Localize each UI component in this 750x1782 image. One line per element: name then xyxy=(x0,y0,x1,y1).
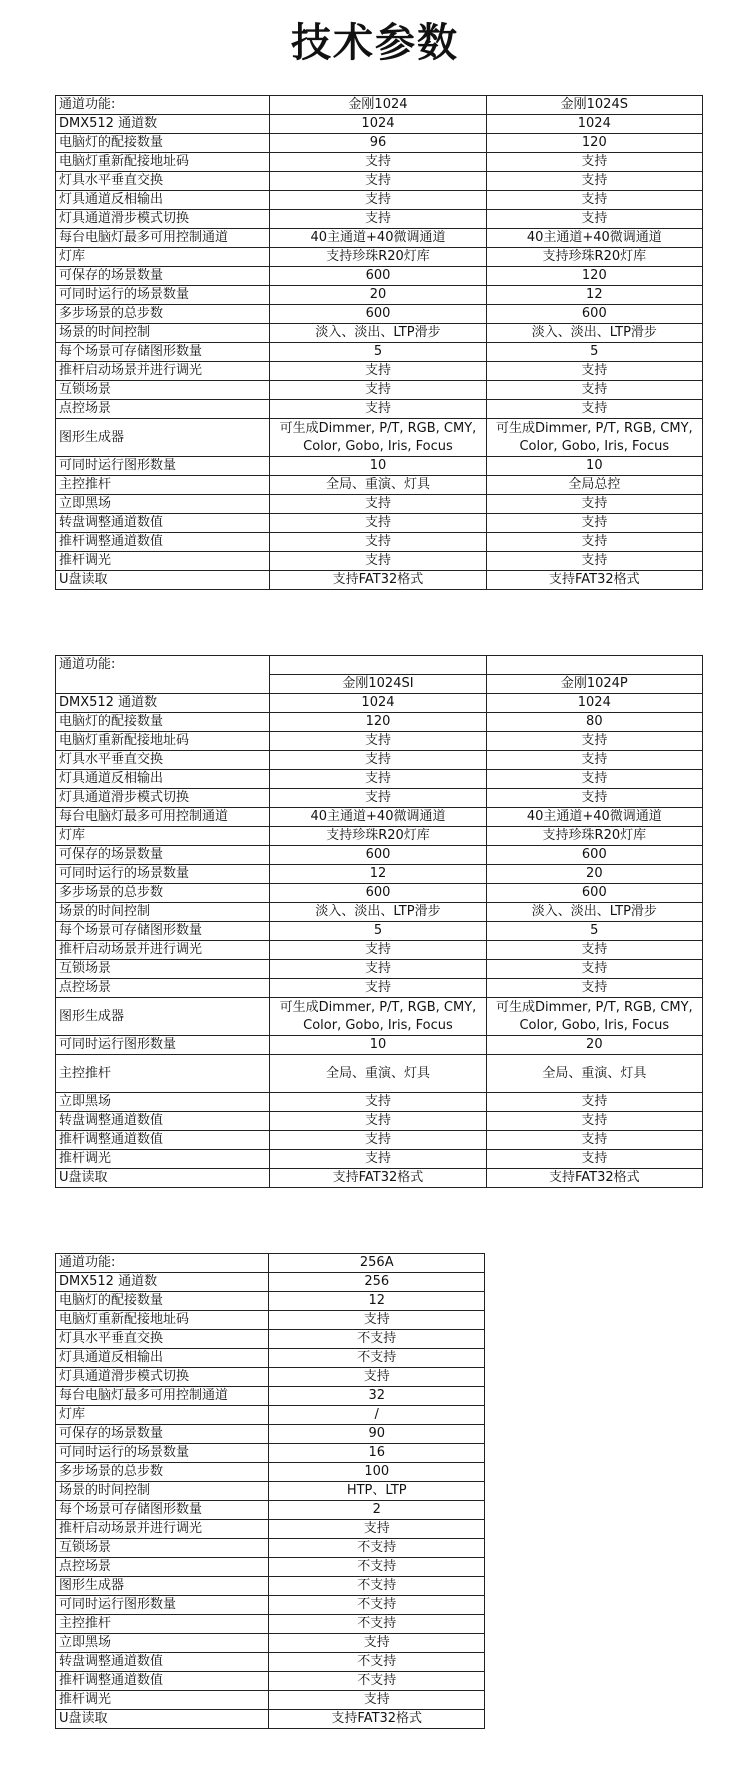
table-row xyxy=(56,324,703,343)
table-row xyxy=(56,1444,485,1463)
table-row xyxy=(56,1406,485,1425)
param-name-cell: 多步场景的总步数 xyxy=(56,884,270,903)
table-row xyxy=(56,713,703,732)
param-name-cell: 每个场景可存储图形数量 xyxy=(56,922,270,941)
param-value-cell: 淡入、淡出、LTP滑步 xyxy=(270,324,486,343)
param-name-cell: 场景的时间控制 xyxy=(56,324,270,343)
param-value-cell: 96 xyxy=(270,134,486,153)
table-row xyxy=(56,1036,703,1055)
param-name-cell: 灯具通道反相输出 xyxy=(56,770,270,789)
param-name-cell: 主控推杆 xyxy=(56,1055,270,1093)
param-value-cell: 2 xyxy=(269,1501,485,1520)
param-value-cell: 支持 xyxy=(486,153,702,172)
param-name-cell: U盘读取 xyxy=(56,571,270,590)
param-name-cell: 可保存的场景数量 xyxy=(56,846,270,865)
table-row xyxy=(56,400,703,419)
param-value-cell: 支持 xyxy=(486,191,702,210)
param-name-cell: 每台电脑灯最多可用控制通道 xyxy=(56,808,270,827)
param-value-cell: 40主通道+40微调通道 xyxy=(270,229,486,248)
param-name-cell: 可同时运行的场景数量 xyxy=(56,865,270,884)
table-row xyxy=(56,865,703,884)
table-header-row xyxy=(56,656,703,675)
param-name-cell: 转盘调整通道数值 xyxy=(56,514,270,533)
param-name-cell: 多步场景的总步数 xyxy=(56,305,270,324)
table-row xyxy=(56,1150,703,1169)
param-value-cell: 5 xyxy=(270,343,486,362)
param-name-cell: 点控场景 xyxy=(56,1558,269,1577)
table-header-row xyxy=(56,675,703,694)
param-value-cell: 淡入、淡出、LTP滑步 xyxy=(270,903,486,922)
empty-cell xyxy=(270,656,486,675)
table-row xyxy=(56,476,703,495)
param-value-cell: 120 xyxy=(270,713,486,732)
param-value-cell: 支持 xyxy=(270,362,486,381)
param-name-cell: 可同时运行的场景数量 xyxy=(56,286,270,305)
param-name-cell: 推杆启动场景并进行调光 xyxy=(56,362,270,381)
table-row xyxy=(56,1710,485,1729)
param-value-cell: 12 xyxy=(486,286,702,305)
table-row xyxy=(56,751,703,770)
param-value-cell: 可生成Dimmer, P/T, RGB, CMY, Color, Gobo, Iris, Focus xyxy=(270,998,486,1036)
param-value-cell: 支持 xyxy=(269,1691,485,1710)
model-name-cell: 金刚1024 xyxy=(270,96,486,115)
param-value-cell: 不支持 xyxy=(269,1596,485,1615)
model-name-cell: 金刚1024S xyxy=(486,96,702,115)
param-value-cell: 支持 xyxy=(270,960,486,979)
param-value-cell: 支持 xyxy=(270,210,486,229)
param-name-cell: 电脑灯的配接数量 xyxy=(56,1292,269,1311)
table-row xyxy=(56,827,703,846)
table-row xyxy=(56,694,703,713)
param-name-cell: 互锁场景 xyxy=(56,960,270,979)
param-name-cell: 可保存的场景数量 xyxy=(56,1425,269,1444)
table-row xyxy=(56,552,703,571)
param-name-cell: 电脑灯的配接数量 xyxy=(56,713,270,732)
param-value-cell: 12 xyxy=(270,865,486,884)
table-row xyxy=(56,1169,703,1188)
param-value-cell: 支持珍珠R20灯库 xyxy=(270,248,486,267)
param-value-cell: 全局总控 xyxy=(486,476,702,495)
param-value-cell: 16 xyxy=(269,1444,485,1463)
param-value-cell: 80 xyxy=(486,713,702,732)
param-value-cell: 不支持 xyxy=(269,1577,485,1596)
param-value-cell: 支持 xyxy=(270,941,486,960)
spec-table-body xyxy=(56,1254,485,1729)
param-name-cell: DMX512 通道数 xyxy=(56,115,270,134)
param-value-cell: 支持 xyxy=(270,732,486,751)
empty-cell xyxy=(56,675,270,694)
param-name-cell: 互锁场景 xyxy=(56,381,270,400)
param-name-cell: 可同时运行图形数量 xyxy=(56,1036,270,1055)
param-value-cell: 支持 xyxy=(270,153,486,172)
param-name-cell: 转盘调整通道数值 xyxy=(56,1112,270,1131)
param-value-cell: 不支持 xyxy=(269,1672,485,1691)
param-name-cell: 可保存的场景数量 xyxy=(56,267,270,286)
table-row xyxy=(56,381,703,400)
param-value-cell: 支持 xyxy=(486,210,702,229)
param-value-cell: 不支持 xyxy=(269,1653,485,1672)
param-value-cell: 支持 xyxy=(270,514,486,533)
table-row xyxy=(56,495,703,514)
table-row xyxy=(56,922,703,941)
param-name-cell: 立即黑场 xyxy=(56,495,270,514)
table-row xyxy=(56,770,703,789)
param-value-cell: 支持 xyxy=(270,172,486,191)
param-value-cell: 不支持 xyxy=(269,1539,485,1558)
param-value-cell: 支持珍珠R20灯库 xyxy=(486,827,702,846)
param-value-cell: 支持 xyxy=(270,191,486,210)
param-value-cell: 1024 xyxy=(486,694,702,713)
param-value-cell: 支持 xyxy=(270,979,486,998)
header-label-cell: 通道功能: xyxy=(56,96,270,115)
param-name-cell: 灯库 xyxy=(56,827,270,846)
param-value-cell: 40主通道+40微调通道 xyxy=(486,808,702,827)
param-name-cell: 电脑灯的配接数量 xyxy=(56,134,270,153)
param-value-cell: 支持 xyxy=(486,514,702,533)
table-row xyxy=(56,789,703,808)
table-row xyxy=(56,115,703,134)
param-name-cell: 每个场景可存储图形数量 xyxy=(56,343,270,362)
table-row xyxy=(56,533,703,552)
param-name-cell: 推杆调光 xyxy=(56,552,270,571)
spec-table-1 xyxy=(55,95,703,590)
table-row xyxy=(56,1425,485,1444)
param-name-cell: 点控场景 xyxy=(56,400,270,419)
table-row xyxy=(56,1577,485,1596)
param-value-cell: 支持 xyxy=(486,770,702,789)
param-value-cell: 支持 xyxy=(269,1311,485,1330)
param-name-cell: 可同时运行的场景数量 xyxy=(56,1444,269,1463)
param-value-cell: 支持FAT32格式 xyxy=(270,571,486,590)
param-value-cell: 10 xyxy=(270,457,486,476)
param-value-cell: 10 xyxy=(270,1036,486,1055)
header-label-cell: 通道功能: xyxy=(56,1254,269,1273)
param-value-cell: 支持 xyxy=(486,172,702,191)
table-row xyxy=(56,1672,485,1691)
table-row xyxy=(56,1463,485,1482)
param-name-cell: 立即黑场 xyxy=(56,1093,270,1112)
param-value-cell: 120 xyxy=(486,134,702,153)
param-value-cell: 256 xyxy=(269,1273,485,1292)
param-name-cell: 灯具水平垂直交换 xyxy=(56,751,270,770)
table-row xyxy=(56,343,703,362)
param-value-cell: 支持 xyxy=(486,381,702,400)
param-value-cell: 1024 xyxy=(486,115,702,134)
table-row xyxy=(56,267,703,286)
param-value-cell: 支持 xyxy=(486,1093,702,1112)
param-name-cell: 灯具通道滑步模式切换 xyxy=(56,1368,269,1387)
param-value-cell: 支持 xyxy=(486,495,702,514)
table-row xyxy=(56,1112,703,1131)
param-name-cell: U盘读取 xyxy=(56,1710,269,1729)
param-value-cell: 支持FAT32格式 xyxy=(269,1710,485,1729)
param-value-cell: 5 xyxy=(486,922,702,941)
param-value-cell: 支持 xyxy=(486,1150,702,1169)
param-value-cell: 支持 xyxy=(486,552,702,571)
param-value-cell: 支持 xyxy=(270,381,486,400)
param-value-cell: 支持 xyxy=(270,400,486,419)
param-value-cell: HTP、LTP xyxy=(269,1482,485,1501)
param-name-cell: 灯库 xyxy=(56,248,270,267)
param-name-cell: 灯库 xyxy=(56,1406,269,1425)
table-row xyxy=(56,362,703,381)
param-value-cell: 1024 xyxy=(270,115,486,134)
param-name-cell: 推杆调光 xyxy=(56,1691,269,1710)
table-row xyxy=(56,979,703,998)
table-header-row xyxy=(56,1254,485,1273)
param-name-cell: 点控场景 xyxy=(56,979,270,998)
param-value-cell: 5 xyxy=(486,343,702,362)
param-value-cell: 支持珍珠R20灯库 xyxy=(486,248,702,267)
param-name-cell: 推杆调整通道数值 xyxy=(56,1131,270,1150)
param-value-cell: 支持 xyxy=(486,979,702,998)
table-row xyxy=(56,210,703,229)
header-label-cell: 通道功能: xyxy=(56,656,270,675)
param-name-cell: 推杆启动场景并进行调光 xyxy=(56,1520,269,1539)
table-row xyxy=(56,1501,485,1520)
param-value-cell: 10 xyxy=(486,457,702,476)
param-value-cell: 32 xyxy=(269,1387,485,1406)
table-row xyxy=(56,134,703,153)
param-value-cell: 支持 xyxy=(270,1112,486,1131)
param-value-cell: 支持 xyxy=(486,941,702,960)
param-value-cell: 支持 xyxy=(270,552,486,571)
table-row xyxy=(56,514,703,533)
param-value-cell: 20 xyxy=(486,1036,702,1055)
param-name-cell: 灯具通道滑步模式切换 xyxy=(56,789,270,808)
param-value-cell: 不支持 xyxy=(269,1330,485,1349)
model-name-cell: 256A xyxy=(269,1254,485,1273)
spec-table-body xyxy=(56,96,703,590)
table-row xyxy=(56,1520,485,1539)
param-name-cell: 场景的时间控制 xyxy=(56,903,270,922)
param-value-cell: 90 xyxy=(269,1425,485,1444)
spec-table-3 xyxy=(55,1253,485,1729)
param-value-cell: 20 xyxy=(270,286,486,305)
table-row xyxy=(56,846,703,865)
param-value-cell: 淡入、淡出、LTP滑步 xyxy=(486,324,702,343)
param-value-cell: 600 xyxy=(270,267,486,286)
param-value-cell: 120 xyxy=(486,267,702,286)
empty-cell xyxy=(486,656,702,675)
table-row xyxy=(56,172,703,191)
param-value-cell: 支持 xyxy=(486,362,702,381)
param-value-cell: 全局、重演、灯具 xyxy=(486,1055,702,1093)
table-row xyxy=(56,884,703,903)
param-value-cell: 100 xyxy=(269,1463,485,1482)
param-name-cell: 互锁场景 xyxy=(56,1539,269,1558)
param-value-cell: 支持 xyxy=(486,732,702,751)
param-name-cell: 电脑灯重新配接地址码 xyxy=(56,1311,269,1330)
param-name-cell: 图形生成器 xyxy=(56,998,270,1036)
table-row xyxy=(56,1055,703,1093)
param-value-cell: 支持 xyxy=(269,1368,485,1387)
table-row xyxy=(56,229,703,248)
param-value-cell: 40主通道+40微调通道 xyxy=(486,229,702,248)
param-value-cell: 不支持 xyxy=(269,1558,485,1577)
param-name-cell: 场景的时间控制 xyxy=(56,1482,269,1501)
param-name-cell: 推杆调整通道数值 xyxy=(56,1672,269,1691)
table-row xyxy=(56,998,703,1036)
param-value-cell: 可生成Dimmer, P/T, RGB, CMY, Color, Gobo, Iris, Focus xyxy=(486,998,702,1036)
param-name-cell: 图形生成器 xyxy=(56,1577,269,1596)
table-row xyxy=(56,1330,485,1349)
table-row xyxy=(56,941,703,960)
table-row xyxy=(56,419,703,457)
table-row xyxy=(56,191,703,210)
table-row xyxy=(56,1596,485,1615)
param-value-cell: 600 xyxy=(486,884,702,903)
table-row xyxy=(56,1634,485,1653)
param-name-cell: 多步场景的总步数 xyxy=(56,1463,269,1482)
table-row xyxy=(56,1539,485,1558)
table-row xyxy=(56,1387,485,1406)
param-value-cell: 支持 xyxy=(270,1150,486,1169)
param-value-cell: 不支持 xyxy=(269,1349,485,1368)
table-row xyxy=(56,903,703,922)
table-row xyxy=(56,1558,485,1577)
param-name-cell: 主控推杆 xyxy=(56,476,270,495)
param-name-cell: 可同时运行图形数量 xyxy=(56,457,270,476)
param-value-cell: 支持 xyxy=(486,789,702,808)
param-value-cell: 支持FAT32格式 xyxy=(486,571,702,590)
model-name-cell: 金刚1024SI xyxy=(270,675,486,694)
param-name-cell: 主控推杆 xyxy=(56,1615,269,1634)
param-value-cell: 全局、重演、灯具 xyxy=(270,1055,486,1093)
table-row xyxy=(56,1273,485,1292)
table-row xyxy=(56,305,703,324)
param-value-cell: 支持珍珠R20灯库 xyxy=(270,827,486,846)
param-name-cell: 每台电脑灯最多可用控制通道 xyxy=(56,1387,269,1406)
param-value-cell: / xyxy=(269,1406,485,1425)
param-name-cell: 灯具水平垂直交换 xyxy=(56,172,270,191)
param-value-cell: 可生成Dimmer, P/T, RGB, CMY, Color, Gobo, Iris, Focus xyxy=(270,419,486,457)
table-row xyxy=(56,1131,703,1150)
param-name-cell: 每台电脑灯最多可用控制通道 xyxy=(56,229,270,248)
table-row xyxy=(56,248,703,267)
param-value-cell: 600 xyxy=(486,846,702,865)
param-name-cell: 电脑灯重新配接地址码 xyxy=(56,732,270,751)
param-name-cell: 立即黑场 xyxy=(56,1634,269,1653)
param-name-cell: 灯具通道反相输出 xyxy=(56,191,270,210)
param-value-cell: 支持 xyxy=(270,533,486,552)
table-row xyxy=(56,808,703,827)
param-value-cell: 支持FAT32格式 xyxy=(270,1169,486,1188)
param-value-cell: 40主通道+40微调通道 xyxy=(270,808,486,827)
table-row xyxy=(56,571,703,590)
param-name-cell: 图形生成器 xyxy=(56,419,270,457)
param-value-cell: 全局、重演、灯具 xyxy=(270,476,486,495)
spec-table-2 xyxy=(55,655,703,1188)
param-value-cell: 支持 xyxy=(486,1131,702,1150)
param-value-cell: 可生成Dimmer, P/T, RGB, CMY, Color, Gobo, Iris, Focus xyxy=(486,419,702,457)
param-value-cell: 支持 xyxy=(270,1093,486,1112)
param-value-cell: 支持 xyxy=(486,1112,702,1131)
param-name-cell: 推杆启动场景并进行调光 xyxy=(56,941,270,960)
table-row xyxy=(56,1653,485,1672)
page-title: 技术参数 xyxy=(291,20,459,66)
param-value-cell: 600 xyxy=(270,305,486,324)
param-value-cell: 20 xyxy=(486,865,702,884)
param-value-cell: 支持 xyxy=(486,533,702,552)
param-value-cell: 5 xyxy=(270,922,486,941)
table-row xyxy=(56,732,703,751)
param-name-cell: 推杆调光 xyxy=(56,1150,270,1169)
model-name-cell: 金刚1024P xyxy=(486,675,702,694)
table-row xyxy=(56,1615,485,1634)
param-value-cell: 支持 xyxy=(486,400,702,419)
param-value-cell: 600 xyxy=(270,846,486,865)
param-name-cell: 可同时运行图形数量 xyxy=(56,1596,269,1615)
table-row xyxy=(56,1292,485,1311)
table-row xyxy=(56,1349,485,1368)
param-value-cell: 支持 xyxy=(269,1520,485,1539)
param-value-cell: 淡入、淡出、LTP滑步 xyxy=(486,903,702,922)
param-name-cell: U盘读取 xyxy=(56,1169,270,1188)
param-value-cell: 支持 xyxy=(486,960,702,979)
param-value-cell: 支持 xyxy=(486,751,702,770)
table-row xyxy=(56,960,703,979)
table-row xyxy=(56,153,703,172)
param-value-cell: 支持 xyxy=(270,1131,486,1150)
param-name-cell: 每个场景可存储图形数量 xyxy=(56,1501,269,1520)
table-header-row xyxy=(56,96,703,115)
param-value-cell: 不支持 xyxy=(269,1615,485,1634)
param-value-cell: 支持FAT32格式 xyxy=(486,1169,702,1188)
table-row xyxy=(56,1311,485,1330)
param-name-cell: 转盘调整通道数值 xyxy=(56,1653,269,1672)
param-name-cell: 电脑灯重新配接地址码 xyxy=(56,153,270,172)
param-value-cell: 12 xyxy=(269,1292,485,1311)
spec-table-body xyxy=(56,656,703,1188)
table-row xyxy=(56,1093,703,1112)
param-value-cell: 支持 xyxy=(269,1634,485,1653)
param-value-cell: 1024 xyxy=(270,694,486,713)
param-value-cell: 支持 xyxy=(270,495,486,514)
table-row xyxy=(56,1482,485,1501)
param-value-cell: 支持 xyxy=(270,789,486,808)
param-value-cell: 600 xyxy=(270,884,486,903)
param-name-cell: 灯具通道滑步模式切换 xyxy=(56,210,270,229)
param-name-cell: 灯具通道反相输出 xyxy=(56,1349,269,1368)
table-row xyxy=(56,457,703,476)
table-row xyxy=(56,286,703,305)
param-name-cell: DMX512 通道数 xyxy=(56,694,270,713)
param-name-cell: DMX512 通道数 xyxy=(56,1273,269,1292)
param-name-cell: 推杆调整通道数值 xyxy=(56,533,270,552)
param-value-cell: 600 xyxy=(486,305,702,324)
table-row xyxy=(56,1691,485,1710)
param-value-cell: 支持 xyxy=(270,751,486,770)
param-value-cell: 支持 xyxy=(270,770,486,789)
table-row xyxy=(56,1368,485,1387)
param-name-cell: 灯具水平垂直交换 xyxy=(56,1330,269,1349)
